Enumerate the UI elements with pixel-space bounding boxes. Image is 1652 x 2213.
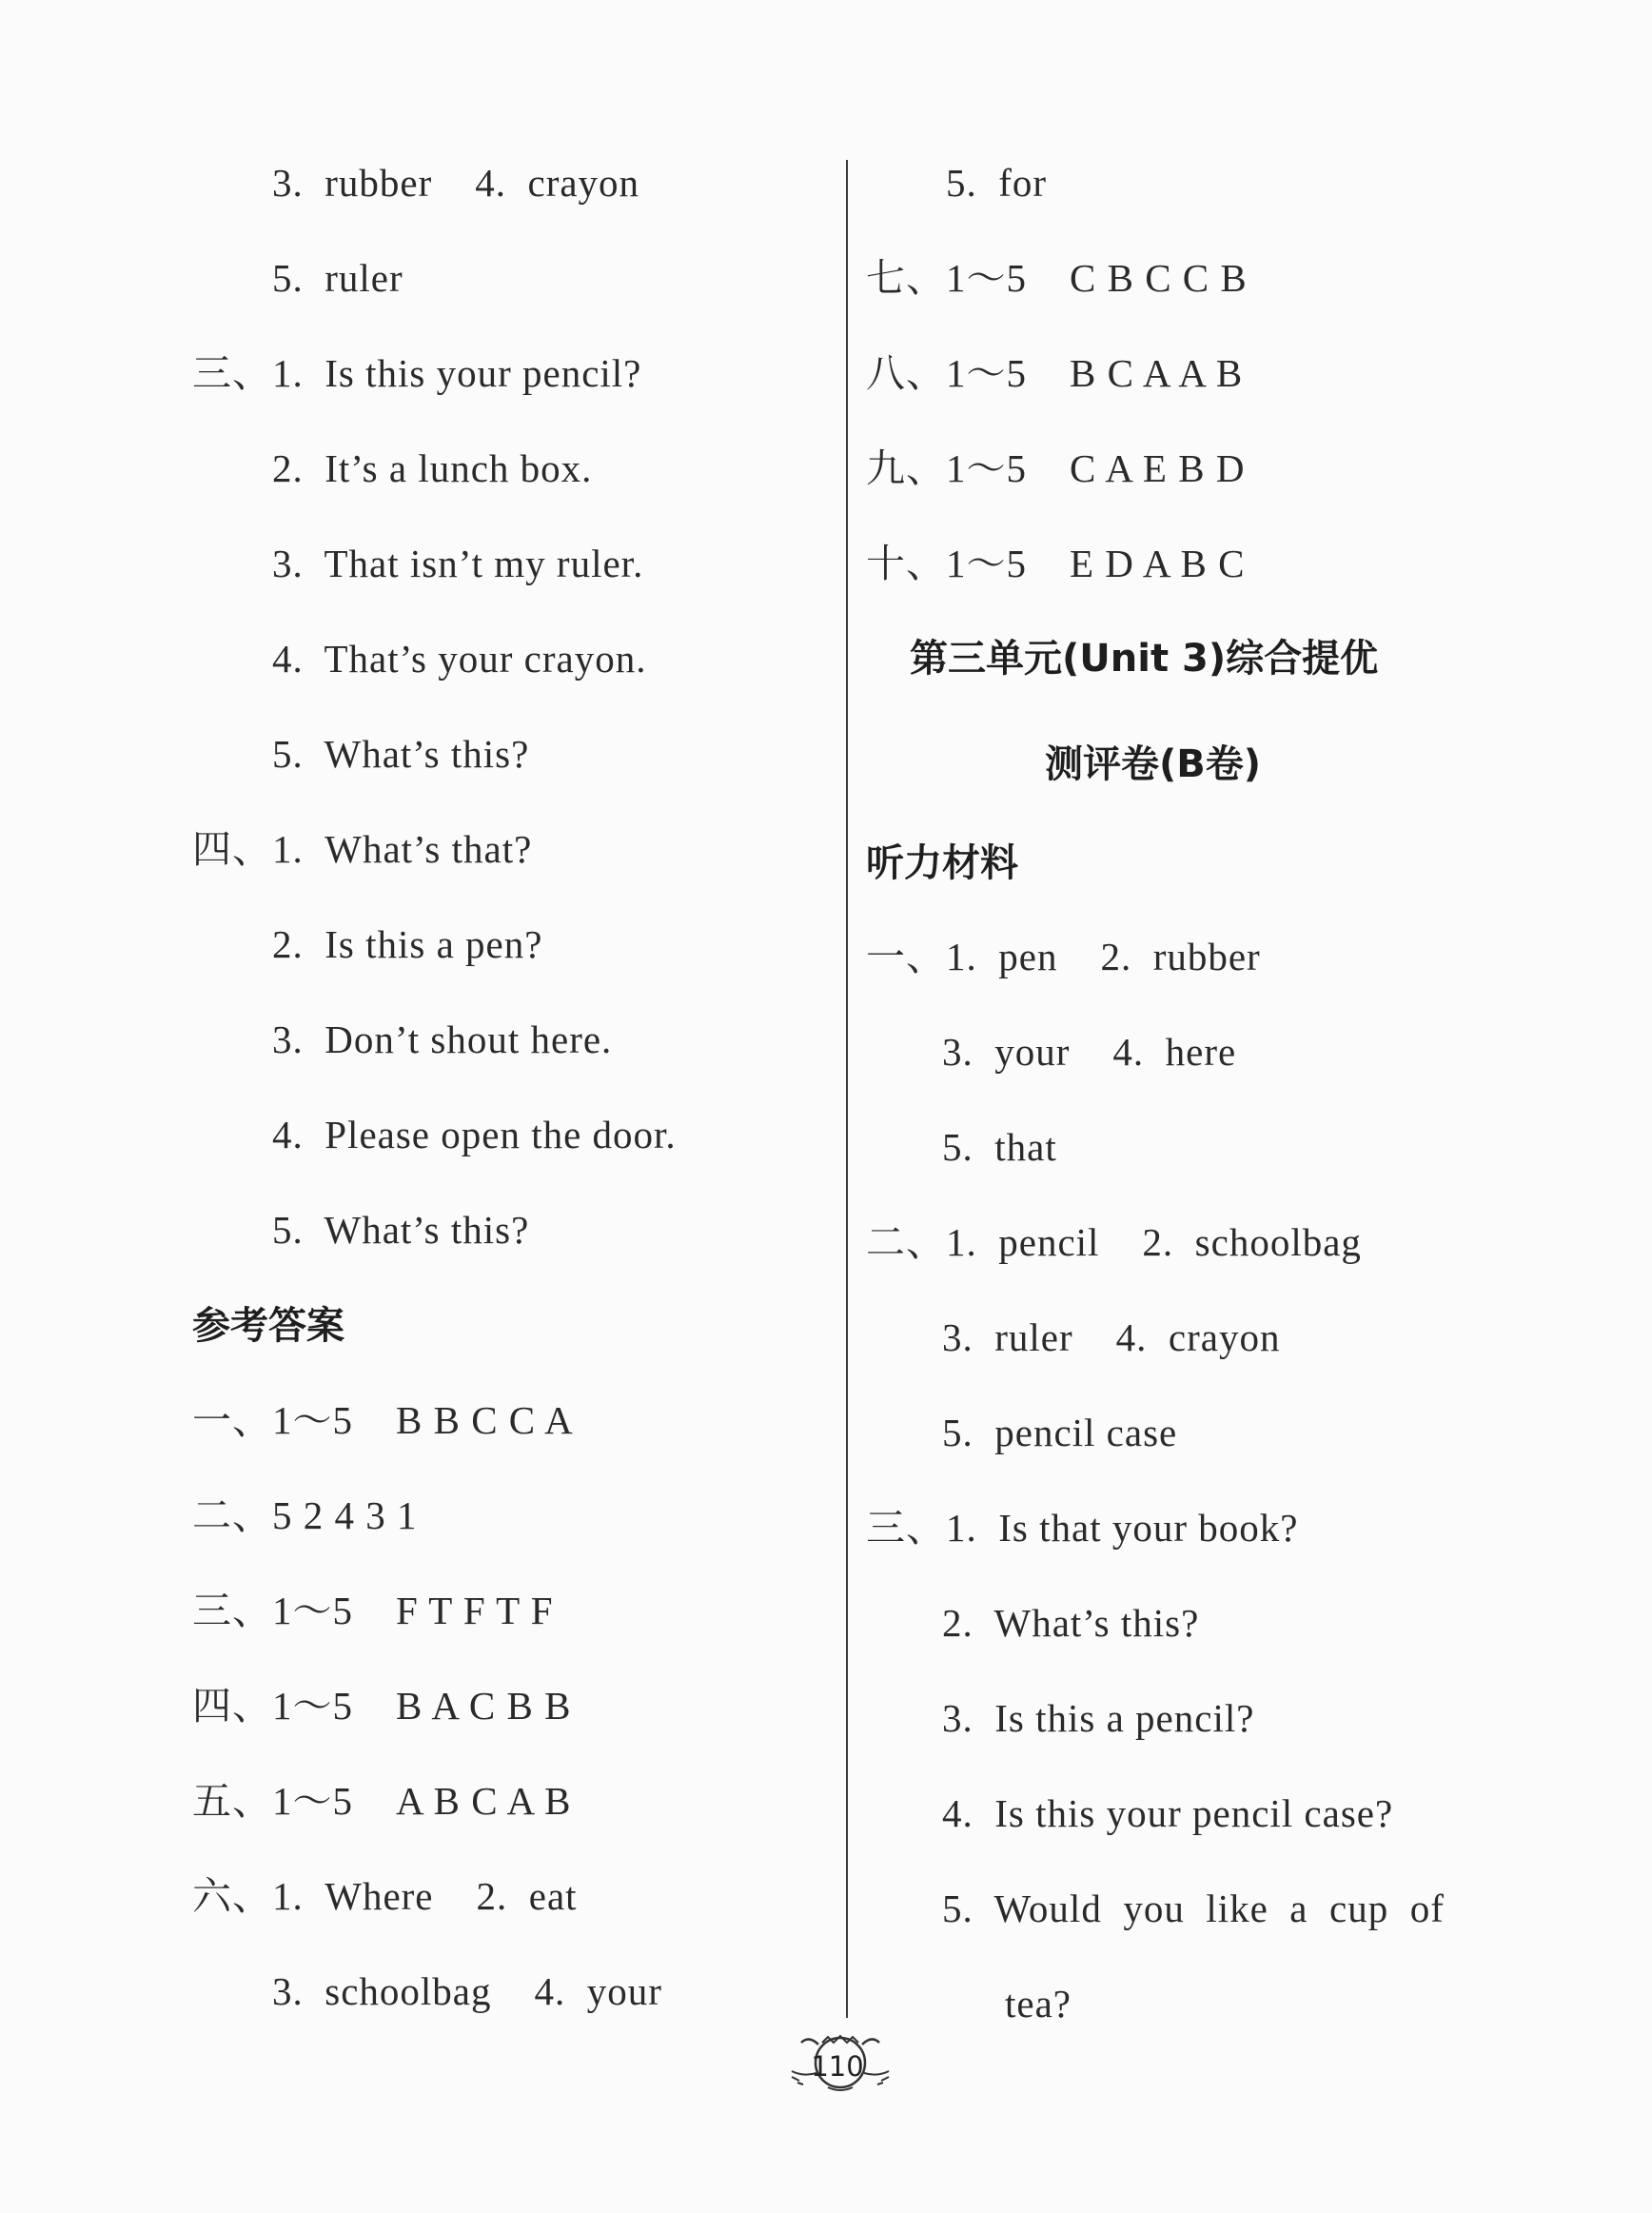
left-line-10: 3. Don’t shout here.: [272, 1018, 613, 1061]
right-line-14: 5. pencil case: [942, 1411, 1178, 1454]
column-divider: [846, 160, 848, 2018]
right-line-19: 5. Would you like a cup of: [942, 1887, 1445, 1930]
left-line-2: 5. ruler: [272, 256, 403, 300]
left-line-15: 二、5 2 4 3 1: [192, 1493, 418, 1537]
unit-test-subtitle: 测评卷(B卷): [1045, 742, 1262, 786]
left-line-3: 三、1. Is this your pencil?: [192, 351, 642, 395]
right-line-9: 一、1. pen 2. rubber: [866, 935, 1261, 978]
left-line-11: 4. Please open the door.: [272, 1113, 677, 1156]
right-line-10: 3. your 4. here: [942, 1030, 1237, 1074]
right-line-1: 5. for: [946, 161, 1048, 205]
left-line-5: 3. That isn’t my ruler.: [272, 542, 644, 585]
answer-key-heading: 参考答案: [192, 1304, 344, 1348]
listening-material-heading: 听力材料: [866, 841, 1018, 885]
right-line-13: 3. ruler 4. crayon: [942, 1315, 1281, 1359]
right-line-4: 九、1～5 C A E B D: [866, 446, 1246, 490]
left-line-12: 5. What’s this?: [272, 1208, 530, 1252]
right-line-3: 八、1～5 B C A A B: [866, 351, 1244, 395]
right-line-20: tea?: [1005, 1982, 1072, 2025]
left-line-6: 4. That’s your crayon.: [272, 637, 647, 681]
right-line-18: 4. Is this your pencil case?: [942, 1791, 1394, 1835]
left-line-14: 一、1～5 B B C C A: [192, 1398, 574, 1442]
page-number: 110: [811, 2050, 864, 2083]
right-line-15: 三、1. Is that your book?: [866, 1506, 1299, 1550]
left-line-9: 2. Is this a pen?: [272, 922, 543, 966]
right-line-16: 2. What’s this?: [942, 1601, 1200, 1645]
right-line-11: 5. that: [942, 1125, 1057, 1169]
left-line-1: 3. rubber 4. crayon: [272, 161, 640, 205]
left-line-8: 四、1. What’s that?: [192, 827, 533, 871]
left-line-18: 五、1～5 A B C A B: [192, 1779, 572, 1823]
unit-test-title: 第三单元(Unit 3)综合提优: [910, 637, 1379, 681]
left-line-19: 六、1. Where 2. eat: [192, 1874, 578, 1918]
left-line-4: 2. It’s a lunch box.: [272, 446, 593, 490]
right-line-17: 3. Is this a pencil?: [942, 1696, 1255, 1740]
right-line-5: 十、1～5 E D A B C: [866, 542, 1246, 585]
left-line-16: 三、1～5 F T F T F: [192, 1589, 554, 1632]
left-line-17: 四、1～5 B A C B B: [192, 1684, 572, 1728]
right-line-12: 二、1. pencil 2. schoolbag: [866, 1220, 1362, 1264]
left-line-7: 5. What’s this?: [272, 732, 530, 776]
right-line-2: 七、1～5 C B C C B: [866, 256, 1248, 300]
left-line-20: 3. schoolbag 4. your: [272, 1969, 662, 2013]
